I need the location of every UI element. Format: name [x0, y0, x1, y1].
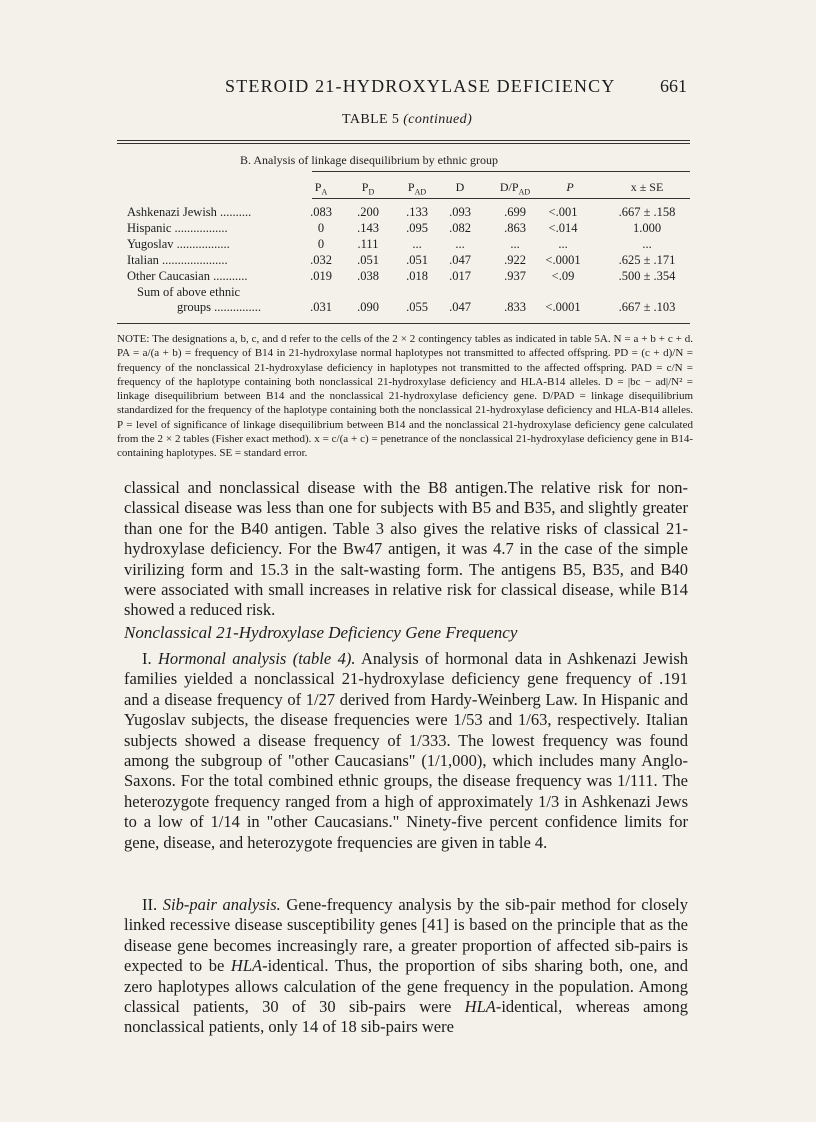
- col-header-pad: $P_{AD}$: [407, 180, 427, 197]
- table-cell: .019: [310, 269, 332, 283]
- table-cell: .133: [406, 205, 428, 219]
- table-cell: ...: [412, 237, 422, 251]
- table-cell: <.09: [551, 269, 575, 283]
- row-label: Italian .....................: [127, 253, 228, 267]
- table-cell: .018: [406, 269, 428, 283]
- table-cell: .083: [310, 205, 332, 219]
- table-cell: .093: [449, 205, 471, 219]
- table-bottom-rule: [117, 323, 690, 324]
- table-subtitle: B. Analysis of linkage disequilibrium by ethnic group: [240, 153, 498, 167]
- section-heading: Nonclassical 21-Hydroxylase Deficiency Gene Frequency: [124, 623, 518, 642]
- paragraph-2-heading: Hormonal analysis (table 4).: [158, 649, 356, 668]
- table-cell: .031: [310, 300, 332, 314]
- table-cell: .082: [449, 221, 471, 235]
- table-cell: .500 ± .354: [618, 269, 676, 283]
- row-label: Hispanic .................: [127, 221, 228, 235]
- table-cell: <.001: [548, 205, 578, 219]
- row-label: Ashkenazi Jewish ..........: [127, 205, 252, 219]
- table-cell: .699: [504, 205, 526, 219]
- table-cell: .051: [357, 253, 379, 267]
- paragraph-3-text-c: -identical, whereas among nonclassical patients, only 14 of 18 sib-pairs were: [124, 997, 689, 1037]
- table-cell: .667 ± .103: [618, 300, 676, 314]
- paragraph-3: [124, 895, 688, 1038]
- table-cell: ...: [510, 237, 520, 251]
- page-number: 661: [660, 76, 687, 96]
- row-label: Other Caucasian ...........: [127, 269, 248, 283]
- table-cell: ...: [642, 237, 652, 251]
- sum-row-label-cont: groups ...............: [177, 300, 262, 314]
- table-header-rule: [312, 198, 690, 199]
- table-cell: .038: [357, 269, 379, 283]
- table-cell: 0: [317, 221, 325, 235]
- col-header-pa: $P_A$: [314, 180, 328, 197]
- col-header-d-pad: $D/P_{AD}$: [499, 180, 531, 197]
- table-cell: .833: [504, 300, 526, 314]
- paragraph-2-text: Analysis of hormonal data in Ashkenazi Jewish families yielded a nonclassical 21-hydroxylase deficiency gene frequency of .191 and a disease frequency of 1/27 derived from Hardy-Weinberg Law. In Hispanic and Yugoslav subjects, the disease frequencies were 1/53 and 1/63, respectively. Italian subjects showed a disease frequency of 1/333. The lowest frequency was found among the subgroup of "other Caucasians" (1/1,000), which includes many Anglo-Saxons. For the total combined ethnic groups, the disease frequency was 1/111. The heterozygote frequency ranged from a high of approximately 1/3 in Ashkenazi Jews to a low of 1/14 in "other Caucasians." Ninety-five percent confidence limits for gene, disease, and heterozygote frequencies are given in table 4.: [124, 649, 688, 852]
- paragraph-2-lead: I.: [142, 649, 159, 668]
- table-cell: .090: [357, 300, 379, 314]
- table-cell: .051: [406, 253, 428, 267]
- table-caption: [342, 112, 472, 128]
- table-cell: ...: [455, 237, 465, 251]
- table-cell: .863: [504, 221, 526, 235]
- paragraph-3-lead: II.: [142, 895, 163, 914]
- table-cell: .095: [406, 221, 428, 235]
- table-cell: .200: [357, 205, 379, 219]
- table-cell: <.014: [548, 221, 578, 235]
- row-label: Yugoslav .................: [127, 237, 230, 251]
- table-cell: 1.000: [632, 221, 662, 235]
- table-top-rule-2: [117, 143, 690, 144]
- table-cell: .111: [357, 237, 379, 251]
- table-cell: <.0001: [545, 253, 581, 267]
- table-cell: .047: [449, 253, 471, 267]
- table-cell: .047: [449, 300, 471, 314]
- col-header-d: D: [455, 180, 465, 194]
- col-header-pd: $P_D$: [361, 180, 375, 197]
- paragraph-3-hla-1: HLA: [230, 956, 263, 976]
- table-cell: .143: [357, 221, 379, 235]
- col-header-p: P: [566, 180, 574, 194]
- table-cell: .017: [449, 269, 471, 283]
- paragraph-1: classical and nonclassical disease with the B8 antigen.The relative risk for non-classical disease was less than one for subjects with B5 and B35, and slightly greater than one for the B40 antigen. Table 3 also gives the relative risks of classical 21-hydroxylase deficiency. For the Bw47 antigen, it was 4.7 in the case of the simple virilizing form and 15.3 in the salt-wasting form. The antigens B5, B35, and B40 were associated with small increases in relative risk for classical disease, while B14 showed a reduced risk.: [124, 478, 688, 620]
- col-header-x-se: x ± SE: [630, 180, 664, 194]
- table-cell: <.0001: [545, 300, 581, 314]
- table-subheader-rule: [312, 171, 690, 172]
- running-head: STEROID 21-HYDROXYLASE DEFICIENCY: [225, 76, 616, 96]
- table-cell: 0: [317, 237, 325, 251]
- sum-row-label: Sum of above ethnic: [137, 285, 241, 299]
- paragraph-2: [124, 649, 688, 853]
- table-cell: .667 ± .158: [618, 205, 676, 219]
- table-caption-label: TABLE 5: [342, 112, 400, 127]
- table-cell: ...: [558, 237, 568, 251]
- table-top-rule-1: [117, 140, 690, 141]
- table-cell: .625 ± .171: [618, 253, 676, 267]
- paragraph-3-text-a: Gene-frequency analysis by the sib-pair method for closely linked recessive disease susceptibility genes [41] is based on the principle that as the disease gene becomes increasingly rare, a greater proportion of affected sib-pairs is expected to be: [124, 895, 689, 976]
- paragraph-3-hla-2: HLA: [464, 997, 496, 1017]
- table-cell: .937: [504, 269, 526, 283]
- table-note: NOTE: The designations a, b, c, and d refer to the cells of the 2 × 2 contingency tables as indicated in table 5A. N = a + b + c + d. PA = a/(a + b) = frequency of B14 in 21-hydroxylase normal haplotypes not transmitted to affected offspring. PD = (c + d)/N = frequency of the nonclassical 21-hydroxylase deficiency in haplotypes not transmitted to the affected offspring. PAD = c/N = frequency of the haplotype containing both nonclassical 21-hydroxylase deficiency and HLA-B14 alleles. D = |bc − ad|/N² = linkage disequilibrium between B14 and the nonclassical 21-hydroxylase deficiency gene. D/PAD = linkage disequilibrium standardized for the frequency of the haplotype containing both the nonclassical 21-hydroxylase deficiency and HLA-B14 alleles. P = level of significance of linkage disequilibrium between B14 and the nonclassical 21-hydroxylase deficiency gene calculated from the 2 × 2 tables (Fisher exact method). x = c/(a + c) = penetrance of the nonclassical 21-hydroxylase deficiency gene in B14-containing haplotypes. SE = standard error.: [117, 333, 693, 460]
- table-cell: .922: [504, 253, 526, 267]
- table-cell: .055: [406, 300, 428, 314]
- paragraph-3-heading: Sib-pair analysis.: [162, 895, 281, 914]
- paragraph-3-text-b: -identical. Thus, the proportion of sibs sharing both, one, and zero haplotypes allows calculation of the gene frequency in the population. Among classical patients, 30 of 30 sib-pairs were: [124, 956, 689, 1017]
- table-cell: .032: [310, 253, 332, 267]
- table-caption-continued: (continued): [403, 112, 473, 127]
